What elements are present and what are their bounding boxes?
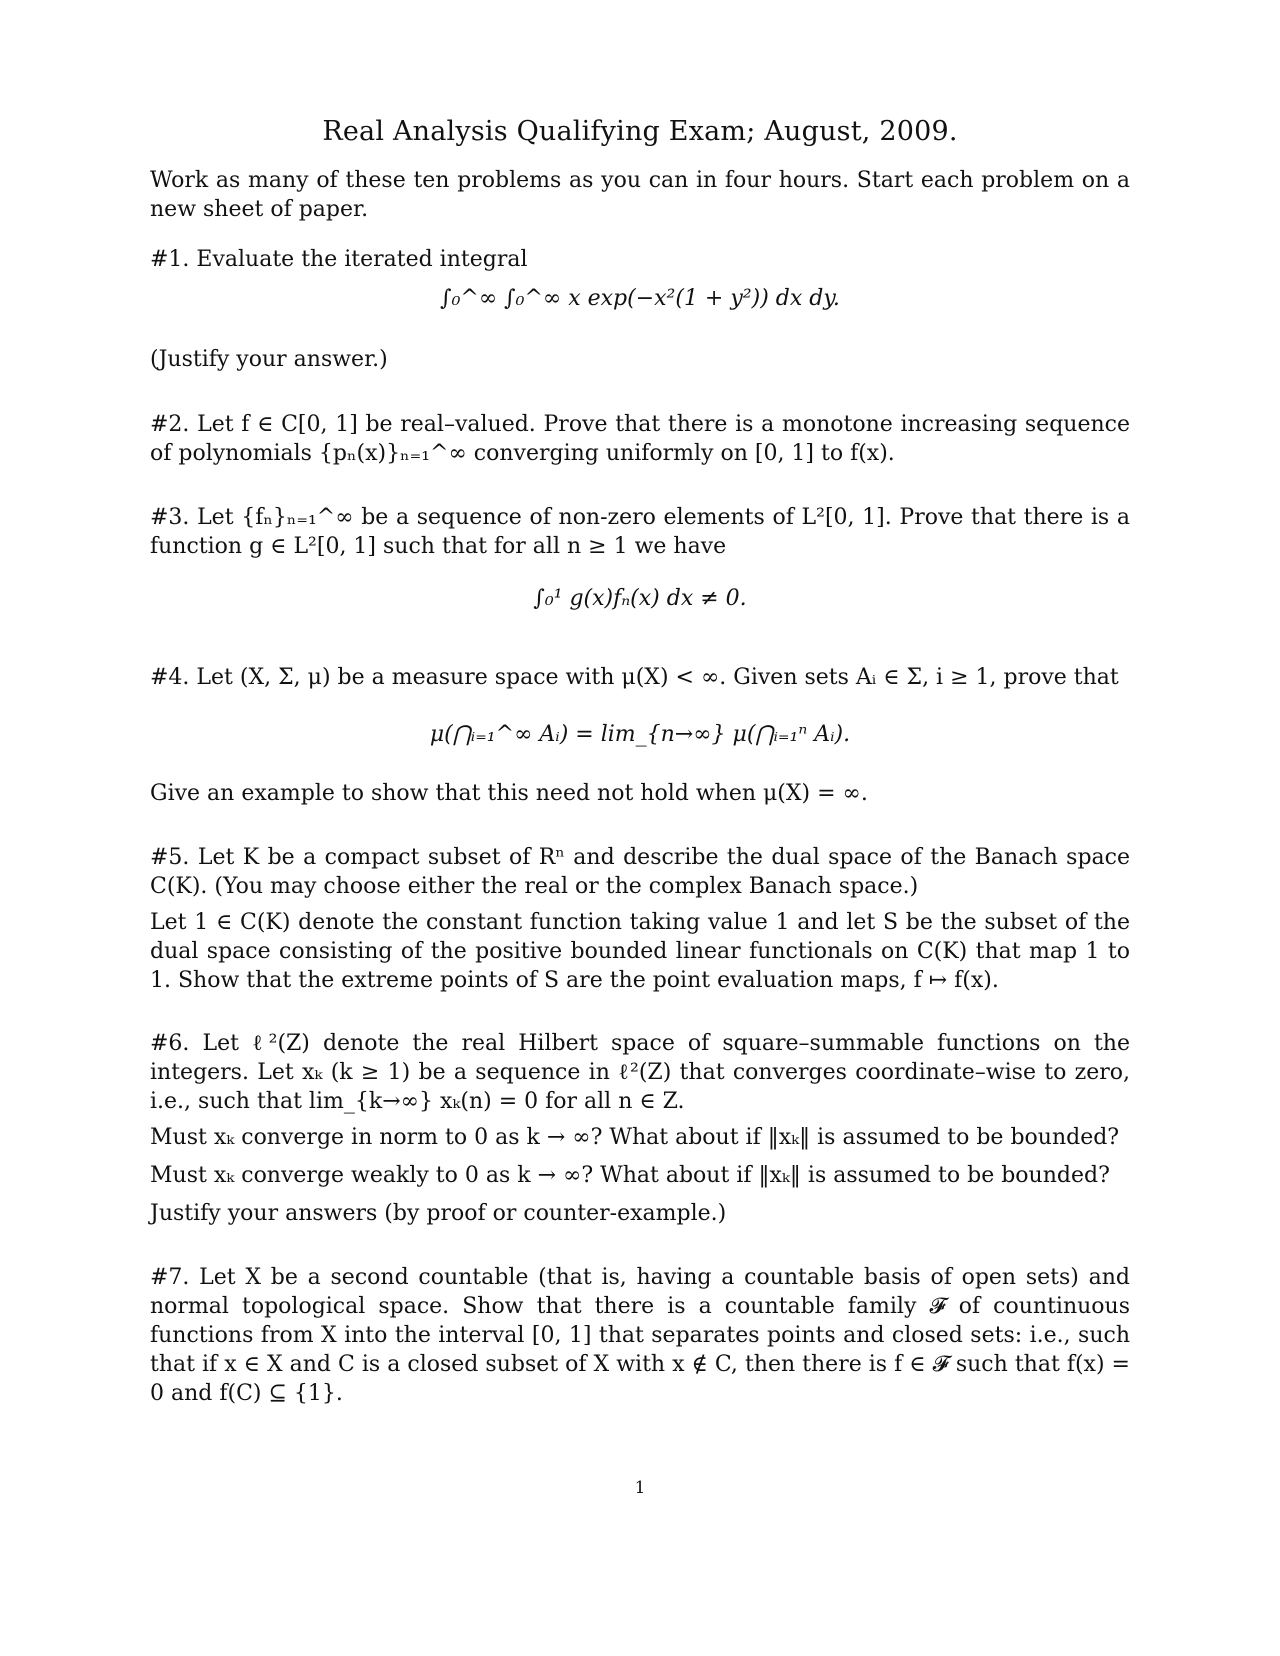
- problem-1-text: #1. Evaluate the iterated integral: [150, 247, 528, 272]
- problem-4-text: #4. Let (X, Σ, μ) be a measure space with μ(X) < ∞. Given sets Aᵢ ∈ Σ, i ≥ 1, prove that: [150, 665, 1119, 690]
- problem-3-formula: ∫₀¹ g(x)fₙ(x) dx ≠ 0.: [533, 586, 747, 611]
- problem-3: [150, 503, 1130, 561]
- problem-3-text: #3. Let {fₙ}ₙ₌₁^∞ be a sequence of non-zero elements of L²[0, 1]. Prove that there is a function g ∈ L²[0, 1] such that for all n ≥ 1 we have: [150, 505, 1130, 559]
- problem-6: [150, 1029, 1130, 1116]
- instructions: [150, 166, 1130, 224]
- problem-7: [150, 1263, 1130, 1408]
- problem-7-text: #7. Let X be a second countable (that is, having a countable basis of open sets) and normal topological space. Show that there is a countable family 𝓕 of countinuous functions from X into the interval [0, 1] that separates points and closed sets: i.e., such that if x ∈ X and C is a closed subset of X with x ∉ C, then there is f ∈ 𝓕 such that f(x) = 0 and f(C) ⊆ {1}.: [150, 1265, 1130, 1406]
- problem-6-text: #6. Let ℓ²(Z) denote the real Hilbert space of square–summable functions on the integers. Let xₖ (k ≥ 1) be a sequence in ℓ²(Z) that converges coordinate–wise to zero, i.e., such that lim_{k→∞} xₖ(n) = 0 for all n ∈ Z.: [150, 1031, 1130, 1114]
- problem-5-text-2: Let 1 ∈ C(K) denote the constant function taking value 1 and let S be the subset of the dual space consisting of the positive bounded linear functionals on C(K) that map 1 to 1. Show that the extreme points of S are the point evaluation maps, f ↦ f(x).: [150, 910, 1130, 993]
- problem-1-formula: ∫₀^∞ ∫₀^∞ x exp(−x²(1 + y²)) dx dy.: [440, 286, 840, 311]
- page-title: Real Analysis Qualifying Exam; August, 2009.: [322, 116, 958, 147]
- problem-4-followup-text: Give an example to show that this need not hold when μ(X) = ∞.: [150, 781, 868, 806]
- problem-6-q3: Justify your answers (by proof or counter-example.): [150, 1201, 727, 1226]
- problem-5-text: #5. Let K be a compact subset of Rⁿ and describe the dual space of the Banach space C(K). (You may choose either the real or the complex Banach space.): [150, 845, 1130, 899]
- problem-4: [150, 663, 1130, 692]
- problem-4-formula: μ(⋂ᵢ₌₁^∞ Aᵢ) = lim_{n→∞} μ(⋂ᵢ₌₁ⁿ Aᵢ).: [429, 722, 851, 747]
- problem-4-followup: [150, 779, 1130, 808]
- problem-1: [150, 245, 1130, 274]
- problem-5-part-2: [150, 908, 1130, 995]
- problem-2-text: #2. Let f ∈ C[0, 1] be real–valued. Prove that there is a monotone increasing sequence of polynomials {pₙ(x)}ₙ₌₁^∞ converging uniformly on [0, 1] to f(x).: [150, 412, 1130, 466]
- problem-1-note: [150, 345, 1130, 374]
- problem-6-question-3: [150, 1199, 1130, 1228]
- justify-note: (Justify your answer.): [150, 347, 388, 372]
- problem-2: [150, 410, 1130, 468]
- intro-text: Work as many of these ten problems as you can in four hours. Start each problem on a new sheet of paper.: [150, 168, 1130, 222]
- problem-6-question-1: [150, 1123, 1130, 1152]
- problem-6-question-2: [150, 1161, 1130, 1190]
- problem-6-q2: Must xₖ converge weakly to 0 as k → ∞? What about if ‖xₖ‖ is assumed to be bounded?: [150, 1163, 1110, 1188]
- problem-5: [150, 843, 1130, 901]
- problem-6-q1: Must xₖ converge in norm to 0 as k → ∞? What about if ‖xₖ‖ is assumed to be bounded?: [150, 1125, 1120, 1150]
- page-number: 1: [634, 1478, 646, 1498]
